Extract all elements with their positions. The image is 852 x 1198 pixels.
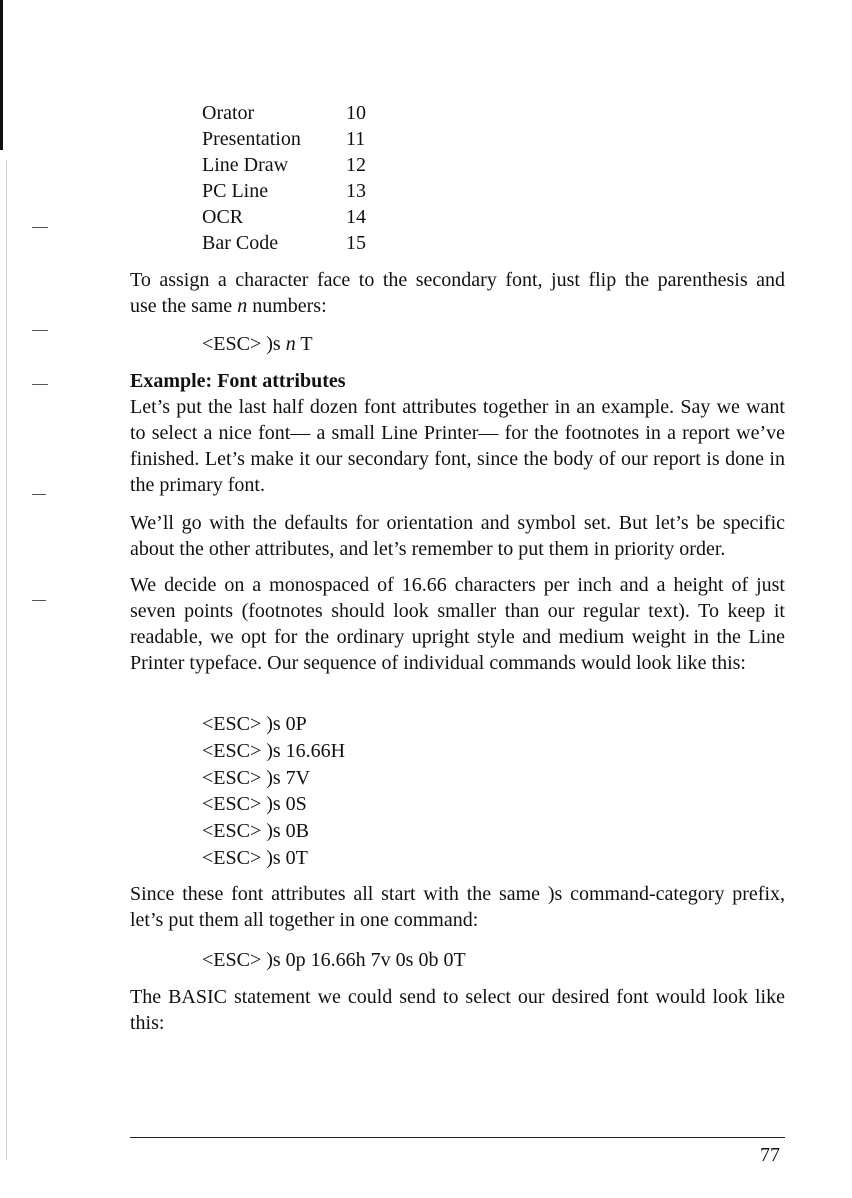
page-number: 77 bbox=[760, 1144, 780, 1166]
variable-n: n bbox=[285, 333, 296, 355]
decide-paragraph: We decide on a monospaced of 16.66 characters per inch and a height of just seven points (footnotes should look smaller than our regular text). To keep it readable, we opt for the ordinary upright style and medium weight in the Line Printer typeface. Our sequence of individual commands would look like this: bbox=[130, 574, 785, 674]
table-row bbox=[202, 126, 386, 152]
typeface-name: Line Draw bbox=[202, 154, 289, 176]
since-paragraph: Since these font attributes all start with the same )s command-category prefix, let’s put them all together in one command: bbox=[130, 883, 785, 931]
typeface-number-table bbox=[202, 100, 386, 256]
typeface-number: 11 bbox=[346, 128, 366, 150]
variable-n: n bbox=[237, 295, 248, 317]
secondary-font-command bbox=[202, 331, 313, 357]
command-line: <ESC> )s 0B bbox=[202, 820, 310, 843]
combined-command: <ESC> )s 0p 16.66h 7v 0s 0b 0T bbox=[202, 949, 466, 971]
paragraph-line bbox=[130, 293, 785, 319]
command-line: <ESC> )s 0S bbox=[202, 793, 307, 816]
typeface-number: 14 bbox=[346, 206, 366, 228]
section-heading: Example: Font attributes bbox=[130, 370, 346, 392]
command-prefix: <ESC> )s bbox=[202, 333, 286, 355]
paragraph-text: numbers: bbox=[247, 295, 327, 317]
command-sequence bbox=[202, 711, 345, 872]
margin-tick bbox=[32, 330, 48, 331]
typeface-number: 12 bbox=[346, 154, 366, 176]
typeface-name: PC Line bbox=[202, 180, 269, 202]
example-paragraph: Let’s put the last half dozen font attributes together in an example. Say we want to select a nice font— a small Line Printer— for the footnotes in a report we’ve finished. Let’s make it our secondary font, since the body of our report is done in the primary font. bbox=[130, 396, 785, 496]
typeface-name: Bar Code bbox=[202, 232, 279, 254]
command-line: <ESC> )s 7V bbox=[202, 766, 311, 789]
margin-tick bbox=[32, 600, 46, 601]
typeface-name: Presentation bbox=[202, 128, 301, 150]
margin-tick bbox=[32, 227, 48, 228]
command-suffix: T bbox=[295, 333, 313, 355]
table-row bbox=[202, 230, 386, 256]
typeface-name: Orator bbox=[202, 102, 255, 124]
table-row bbox=[202, 178, 386, 204]
typeface-number: 10 bbox=[346, 102, 366, 124]
secondary-font-paragraph bbox=[130, 267, 785, 319]
scan-edge-shadow bbox=[6, 160, 7, 1160]
basic-paragraph: The BASIC statement we could send to select our desired font would look like this: bbox=[130, 986, 785, 1034]
paragraph-line: To assign a character face to the secondary font, just flip the parenthesis and bbox=[130, 269, 785, 291]
margin-tick bbox=[32, 494, 46, 495]
scan-edge-mark bbox=[0, 0, 3, 150]
paragraph-text: use the same bbox=[130, 295, 238, 317]
typeface-name: OCR bbox=[202, 206, 244, 228]
command-line: <ESC> )s 16.66H bbox=[202, 739, 346, 762]
margin-tick bbox=[32, 384, 48, 385]
defaults-paragraph: We’ll go with the defaults for orientation and symbol set. But let’s be specific about the other attributes, and let’s remember to put them in priority order. bbox=[130, 512, 785, 560]
command-line: <ESC> )s 0P bbox=[202, 713, 307, 735]
table-row bbox=[202, 100, 386, 126]
typeface-number: 15 bbox=[346, 232, 366, 254]
command-line: <ESC> )s 0T bbox=[202, 846, 308, 869]
footer-rule bbox=[130, 1137, 785, 1138]
table-row bbox=[202, 204, 386, 230]
typeface-number: 13 bbox=[346, 180, 366, 202]
table-row bbox=[202, 152, 386, 178]
